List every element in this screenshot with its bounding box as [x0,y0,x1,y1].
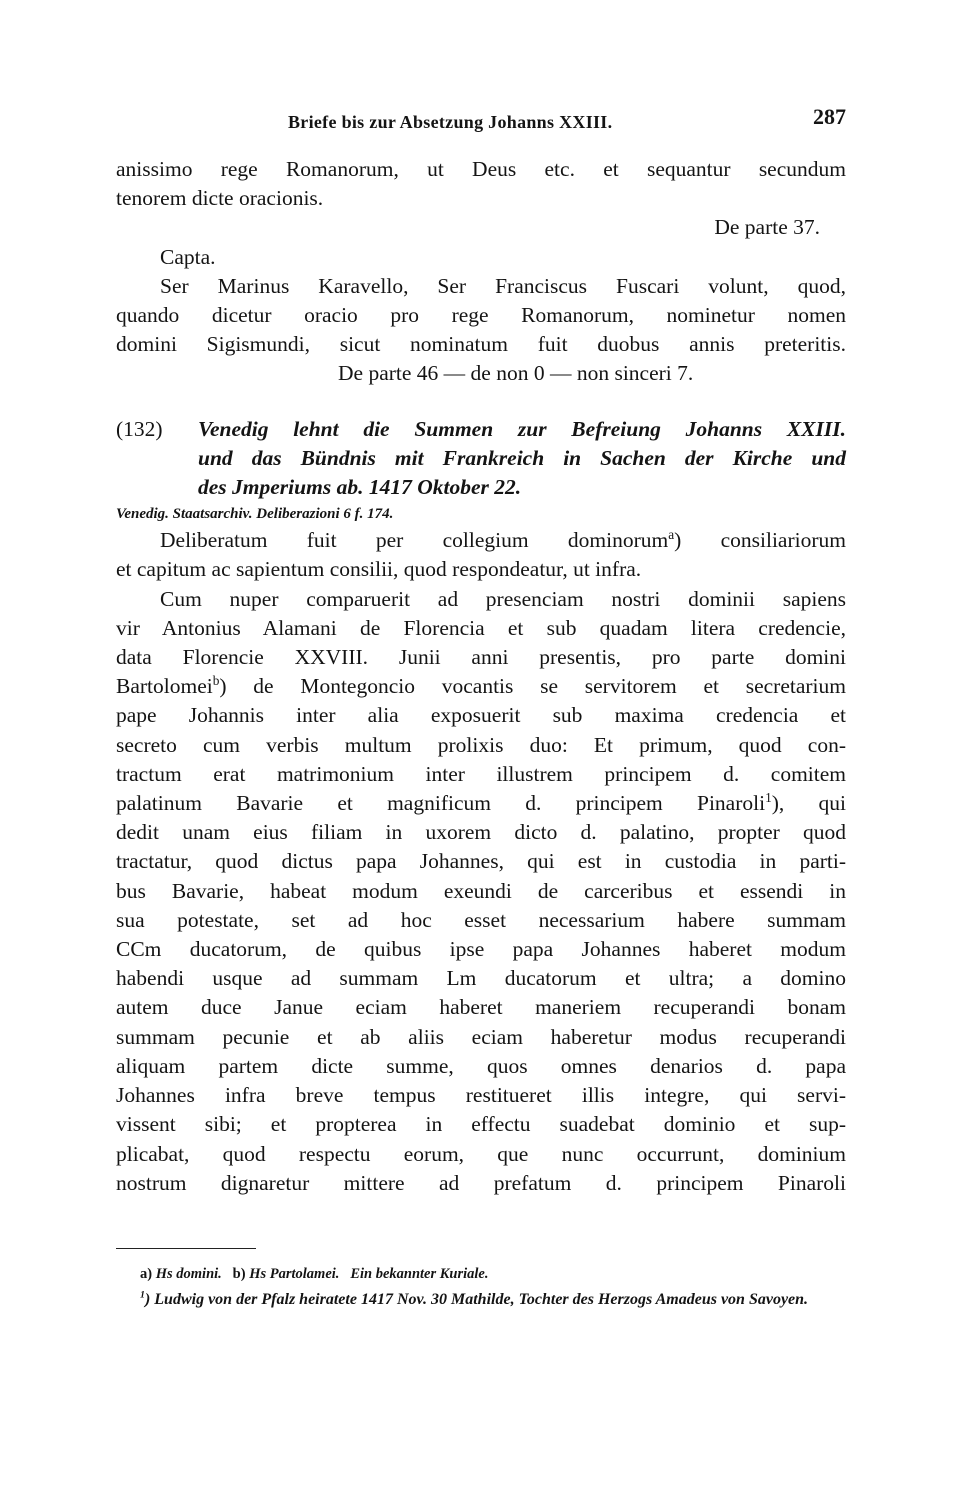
section-title [198,415,846,503]
text-line: Cum nuper comparuerit ad presenciam nostri dominii sapiens [160,586,846,611]
text-line: tractum erat matrimonium inter illustrem principem d. comitem [116,761,846,786]
vote-result: De parte 37. [714,215,820,240]
footnote-text: Hs Partolamei. [249,1266,340,1282]
text-line: tenorem dicte oracionis. [116,186,324,211]
text-line: sua potestate, set ad hoc esset necessarium habere summam [116,907,846,932]
text-line: vissent sibi; et propterea in effectu suadebat dominio et sup- [116,1112,846,1137]
text-line: Bartolomei$^b$) de Montegoncio vocantis se servitorem et secretarium [116,673,846,699]
text-line: secreto cum verbis multum prolixis duo: Et primum, quod con- [116,732,846,757]
text-line: tractatur, quod dictus papa Johannes, qui est in custodia in parti- [116,849,846,874]
footnote-label: a) [140,1266,153,1282]
text-line: aliquam partem dicte summe, quos omnes denarios d. papa [116,1053,846,1078]
capta-note: Capta. [160,244,216,269]
page-header [116,104,846,134]
text-line: CCm ducatorum, de quibus ipse papa Johannes haberet modum [116,937,846,962]
section-heading [116,415,846,503]
text-line: quando dicetur oracio pro rege Romanorum, nominetur nomen [116,303,846,328]
footnote-label: b) [232,1266,246,1282]
text-line: nostrum dignaretur mittere ad prefatum d. principem Pinaroli [116,1170,846,1195]
text-line: vir Antonius Alamani de Florencia et sub quadam litera credencie, [116,615,846,640]
section-title-line: und das Bündnis mit Frankreich in Sachen der Kirche und [198,445,846,470]
text-line: Ser Marinus Karavello, Ser Franciscus Fuscari volunt, quod, [160,273,846,298]
apparatus-notes [140,1262,846,1286]
footnote-comment: Ein bekannter Kuriale. [350,1266,489,1282]
footnote-divider [116,1248,256,1249]
text-line: summam pecunie et ab aliis eciam haberetur modus recuperandi [116,1024,846,1049]
section-title-line: des Jmperiums ab. 1417 Oktober 22. [198,475,522,500]
text-line: palatinum Bavarie et magnificum d. principem Pinaroli$^1$), qui [116,789,847,816]
main-text [116,155,846,1198]
text-line: anissimo rege Romanorum, ut Deus etc. et sequantur secundum [116,157,846,181]
running-title: Briefe bis zur Absetzung Johanns XXIII. [288,112,613,132]
footnote-marker: a [668,527,675,543]
footnote-text: Hs domini. [155,1266,222,1282]
footnote-marker: 1 [140,1289,145,1301]
page-number: 287 [813,104,846,129]
vote-result: De parte 46 — de non 0 — non sinceri 7. [338,361,694,386]
section-title-line: Venedig lehnt die Summen zur Befreiung Johanns XXIII. [198,416,846,441]
footnote-marker: 1 [765,789,772,805]
footnote-text: ) Ludwig von der Pfalz heiratete 1417 Nov. 30 Mathilde, Tochter des Herzogs Amadeus von Savoyen. [144,1291,809,1308]
footnote-1 [116,1288,846,1312]
text-line: domini Sigismundi, sicut nominatum fuit duobus annis preteritis. [116,332,846,357]
section-number: (132) [116,416,163,441]
text-line: autem duce Janue eciam haberet maneriem recuperandi bonam [116,995,846,1020]
source-citation: Venedig. Staatsarchiv. Deliberazioni 6 f. 174. [116,506,394,523]
text-line: pape Johannis inter alia exposuerit sub maxima credencia et [116,703,846,728]
text-line: dedit unam eius filiam in uxorem dicto d. palatino, propter quod [116,820,846,845]
text-line: habendi usque ad summam Lm ducatorum et ultra; a domino [116,966,846,991]
text-line: data Florencie XXVIII. Junii anni presentis, pro parte domini [116,645,846,670]
spacer [116,389,846,415]
footnote-marker: b [212,673,220,689]
text-line: plicabat, quod respectu eorum, que nunc occurrunt, dominium [116,1141,846,1166]
text-line: et capitum ac sapientum consilii, quod respondeatur, ut infra. [116,557,642,582]
text-line: Johannes infra breve tempus restitueret illis integre, qui servi- [116,1083,846,1108]
text-line: Deliberatum fuit per collegium dominorum$^a$) consiliariorum [160,527,846,553]
text-line: bus Bavarie, habeat modum exeundi de carceribus et essendi in [116,878,846,903]
footnotes [116,1262,846,1328]
